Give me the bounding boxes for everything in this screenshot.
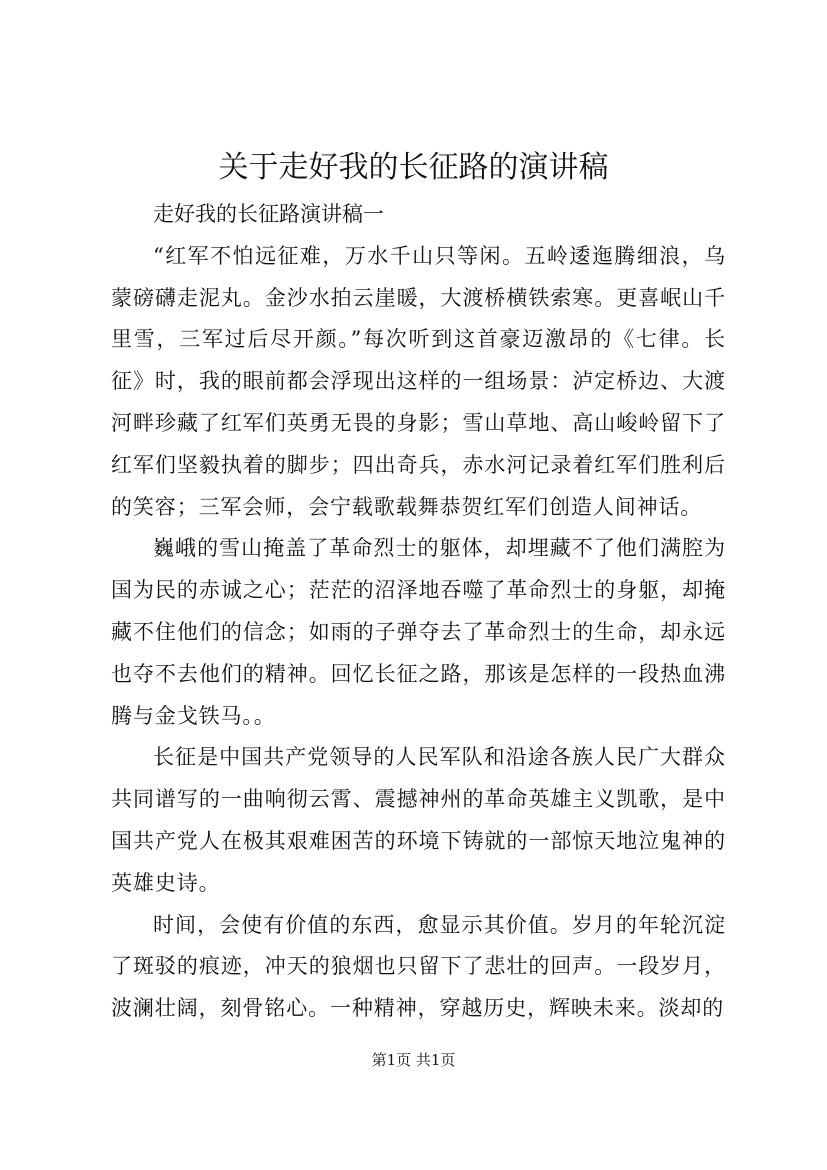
document-body — [111, 194, 726, 1030]
paragraph: 时间，会使有价值的东西，愈显示其价值。岁月的年轮沉淀了斑驳的痕迹，冲天的狼烟也只留下了悲壮的回声。一段岁月，波澜壮阔，刻骨铭心。一种精神，穿越历史，辉映未来。淡却的 — [111, 912, 726, 1021]
section-subheading: 走好我的长征路演讲稿一 — [153, 202, 384, 226]
page-footer: 第1页 共1页 — [371, 1051, 456, 1069]
paragraph: “红军不怕远征难，万水千山只等闲。五岭逶迤腾细浪，乌蒙磅礴走泥丸。金沙水拍云崖暖，大渡桥横铁索寒。更喜岷山千里雪，三军过后尽开颜。”每次听到这首豪迈激昂的《七律。长征》时，我的眼前都会浮现出这样的一组场景：泸定桥边、大渡河畔珍藏了红军们英勇无畏的身影；雪山草地、高山峻岭留下了红军们坚毅执着的脚步；四出奇兵，赤水河记录着红军们胜利后的笑容；三军会师，会宁载歌载舞恭贺红军们创造人间神话。 — [111, 243, 726, 519]
paragraph: 巍峨的雪山掩盖了革命烈士的躯体，却埋藏不了他们满腔为国为民的赤诚之心；茫茫的沼泽地吞噬了革命烈士的身躯，却掩藏不住他们的信念；如雨的子弹夺去了革命烈士的生命，却永远也夺不去他们的精神。回忆长征之路，那该是怎样的一段热血沸腾与金戈铁马。。 — [111, 536, 726, 728]
paragraph: 长征是中国共产党领导的人民军队和沿途各族人民广大群众共同谱写的一曲响彻云霄、震撼神州的革命英雄主义凯歌，是中国共产党人在极其艰难困苦的环境下铸就的一部惊天地泣鬼神的英雄史诗。 — [111, 745, 726, 895]
document-title: 关于走好我的长征路的演讲稿 — [218, 150, 609, 185]
